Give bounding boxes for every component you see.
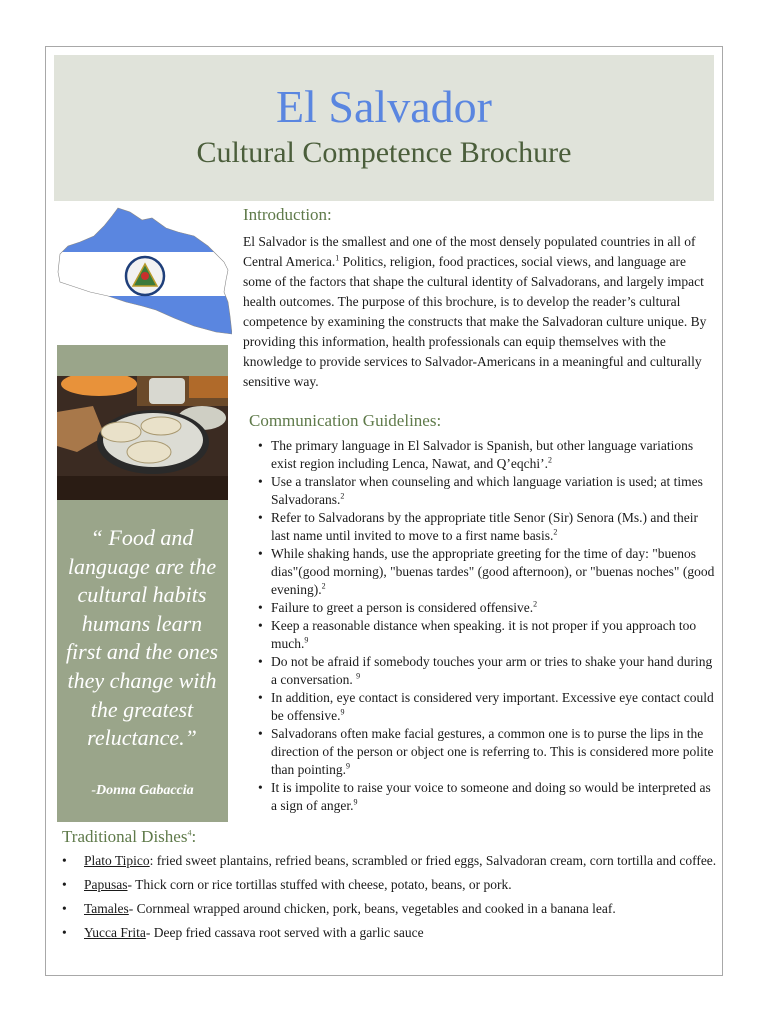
list-item: • Keep a reasonable distance when speaking. it is not proper if you approach too much.$^9$: [256, 617, 716, 653]
dish-name: Tamales: [84, 901, 129, 916]
list-item: • Refer to Salvadorans by the appropriate title Senor (Sir) Senora (Ms.) and their last name until invited to move to a first name basis.$^2$: [256, 509, 716, 545]
food-quote: “ Food and language are the cultural habits humans learn first and the ones they change with the greatest reluctance.”: [65, 525, 219, 751]
quote-author: -Donna Gabaccia: [91, 783, 194, 798]
dish-name: Papusas: [84, 877, 128, 892]
list-item: • Use a translator when counseling and which language variation is used; at times Salvadorans.$^2$: [256, 473, 716, 509]
page-title: El Salvador: [276, 81, 492, 132]
dishes-list: [62, 851, 722, 947]
list-item: • Salvadorans often make facial gestures, a common one is to purse the lips in the direction of the person or object one is referring to. This is considered more polite than pointing.$^9$: [256, 725, 716, 779]
list-item: • Failure to greet a person is considered offensive.$^2$: [256, 599, 716, 617]
list-item: • Papusas- Thick corn or rice tortillas stuffed with cheese, potato, beans, or pork.: [62, 875, 722, 895]
communication-heading: Communication Guidelines:: [249, 411, 442, 430]
list-item: • In addition, eye contact is considered very important. Excessive eye contact could be offensive.$^9$: [256, 689, 716, 725]
page-subtitle: Cultural Competence Brochure: [196, 136, 572, 169]
list-item: • While shaking hands, use the appropriate greeting for the time of day: "buenos dias"(good morning), "buenas tardes" (good afternoon), or "buenas noches" (good evening).$^2$: [256, 545, 716, 599]
list-item: • Yucca Frita- Deep fried cassava root served with a garlic sauce: [62, 923, 722, 943]
el-salvador-flag-map: [56, 206, 232, 336]
list-item: • It is impolite to raise your voice to someone and doing so would be interpreted as a sign of anger.$^9$: [256, 779, 716, 815]
introduction-text: El Salvador is the smallest and one of the most densely populated countries in all of Central America.$^1$ Politics, religion, food practices, social views, and language are some of the factors that shape the cultural identity of Salvadorans, and largely impact health outcomes. The purpose of this brochure, is to develop the reader’s cultural competence by examining the constructs that make the Salvadoran culture unique. By providing this information, health professionals can equip themselves with the knowledge to provide services to Salvador-Americans in a meaningful and culturally sensitive way.: [243, 234, 707, 389]
list-item: • The primary language in El Salvador is Spanish, but other language variations exist region including Lenca, Nawat, and Q’eqchi’.$^2$: [256, 437, 716, 473]
list-item: • Do not be afraid if somebody touches your arm or tries to shake your hand during a conversation. $^9$: [256, 653, 716, 689]
list-item: • Tamales- Cornmeal wrapped around chicken, pork, beans, vegetables and cooked in a banana leaf.: [62, 899, 722, 919]
dish-name: Yucca Frita: [84, 925, 146, 940]
communication-list: [256, 437, 716, 815]
header-banner: [54, 55, 714, 201]
introduction-heading: Introduction:: [243, 205, 332, 224]
dish-name: Plato Tipico: [84, 853, 150, 868]
pupusa-cooking-photo: [57, 376, 228, 500]
list-item: • Plato Tipico: fried sweet plantains, refried beans, scrambled or fried eggs, Salvadoran cream, corn tortilla and coffee.: [62, 851, 722, 871]
dishes-heading: Traditional Dishes$^4$:: [62, 827, 197, 846]
